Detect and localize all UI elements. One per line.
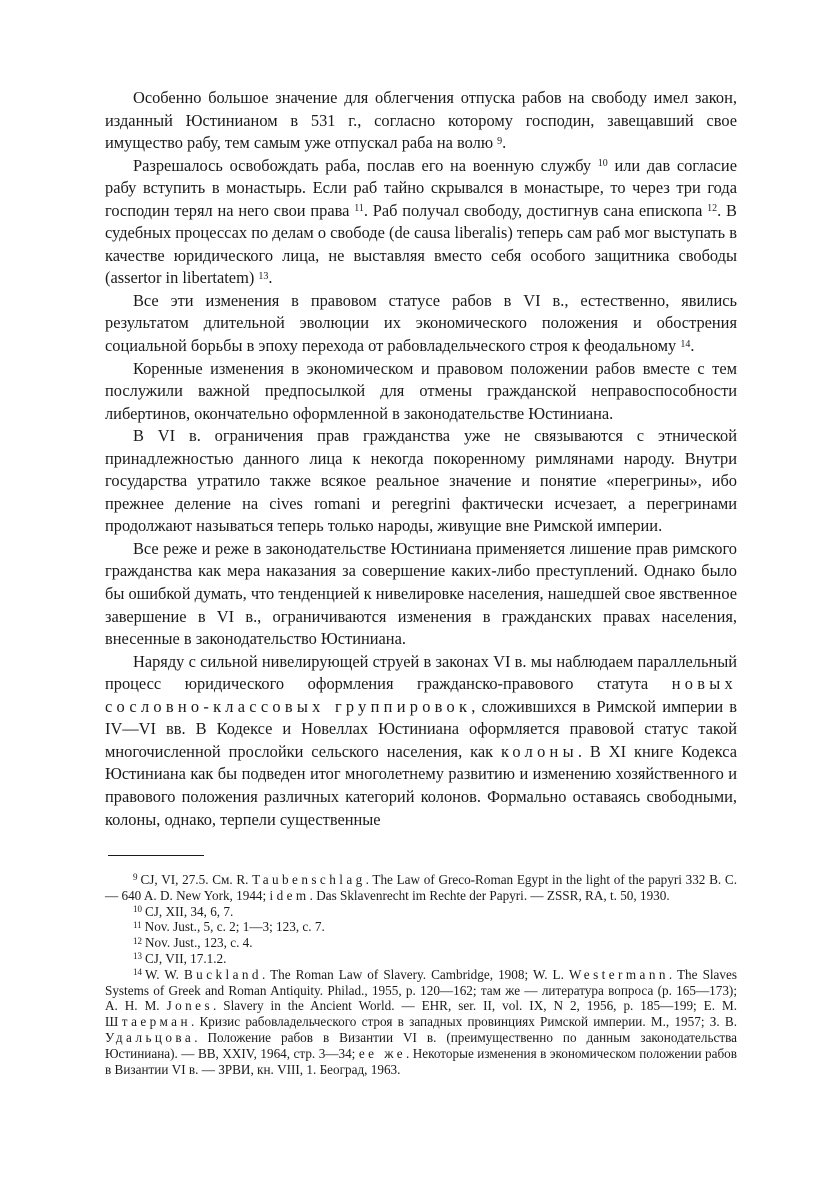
text-run: . — [502, 133, 507, 153]
main-text — [105, 87, 737, 831]
text-run: . Раб получал свободу, достигнув сана епископа — [363, 200, 703, 220]
footnote-ref[interactable]: 9 — [497, 135, 503, 147]
spaced-emphasis: новых сословно-классовых группировок — [105, 674, 737, 716]
author-name: Westermann — [568, 966, 669, 982]
footnote-ref[interactable]: 11 — [354, 203, 364, 215]
footnote-ref[interactable]: 12 — [707, 203, 718, 215]
paragraph-1 — [105, 87, 737, 155]
text-run: . Некоторые изменения в экономическом положении рабов в Византии VI в. — ЗРВИ, кн. VIII, 1. Београд, 1963. — [105, 1045, 737, 1077]
footnote-ref[interactable]: 13 — [258, 270, 269, 282]
text-run: CJ, VII, 17.1.2. — [145, 950, 227, 966]
paragraph-7 — [105, 651, 737, 831]
text-run: Nov. Just., 5, c. 2; 1—3; 123, c. 7. — [144, 919, 325, 935]
footnote-number: 13 — [133, 951, 142, 962]
footnote-11 — [105, 919, 737, 935]
text-run: . Положение рабов в Византии VI в. (преимущественно по данным законодательства Юстиниана). — ВВ, XXIV, 1964, стр. 3—34; — [105, 1029, 737, 1061]
text-run: . Slavery in the Ancient World. — EHR, ser. II, vol. IX, N 2, 1956, p. 185—199; Е. М. — [213, 998, 738, 1014]
text-run: . The Law of Greco-Roman Egypt in the light of the papyri 332 B. C. — 640 A. D. New York, 1944; — [105, 872, 738, 903]
text-run: CJ, XII, 34, 6, 7. — [145, 903, 234, 919]
paragraph-3 — [105, 290, 737, 358]
text-run: . — [690, 336, 695, 356]
paragraph-2 — [105, 155, 737, 290]
footnote-ref[interactable]: 10 — [597, 158, 608, 170]
spaced-emphasis: колоны — [501, 741, 578, 761]
text-run: или дав согласие рабу вступить в монастырь. Если раб тайно скрывался в монастыре, то через три года господин терял на него свои права — [105, 155, 737, 220]
author-name: Штаерман — [105, 1014, 191, 1030]
text-run: CJ, VI, 27.5. См. R. — [140, 872, 253, 887]
paragraph-5: В VI в. ограничения прав гражданства уже не связываются с этнической принадлежностью данного лица к некогда покоренному римлянами народу. Внутри государства утратило также всякое реальное значение и понятие «перегрины», ибо прежнее деление на cives romani и peregrini фактически исчезает, а перегринами продолжают называться теперь только народы, живущие вне Римской империи. — [105, 426, 737, 536]
footnote-number: 12 — [133, 935, 142, 946]
text-run: . В судебных процессах по делам о свободе (de causa liberalis) теперь сам раб мог выступать в качестве юридического лица, не выставляя вместо себя особого защитника свободы (assertor in libertatem) — [105, 200, 737, 288]
footnote-10 — [105, 904, 737, 920]
text-run: . The Roman Law of Slavery. Cambridge, 1908; W. L. — [261, 966, 569, 982]
footnote-ref[interactable]: 14 — [680, 338, 691, 350]
text-run: Nov. Just., 123, c. 4. — [145, 935, 253, 951]
text-run: . В XI книге Кодекса Юстиниана как бы подведен итог многолетнему развитию и изменению хозяйственного и правового положения различных категорий колонов. Формально оставаясь свободными, колоны, однако, терпели существенные — [105, 741, 738, 829]
text-run: . — [268, 268, 273, 288]
text-run: , сложившихся в Римской империи в IV—VI вв. В Кодексе и Новеллах Юстиниана оформляется правовой статус такой многочисленной прослойки сельского населения, как — [105, 696, 737, 761]
footnote-number: 14 — [133, 967, 142, 978]
author-name: idem — [269, 887, 310, 903]
author-name: Jones — [166, 998, 214, 1014]
footnote-14 — [105, 967, 737, 1078]
footnote-9 — [105, 872, 737, 904]
text-run: Наряду с сильной нивелирующей струей в законах VI в. мы наблюдаем параллельный процесс юридического оформления гражданско-правового статута — [105, 651, 737, 694]
paragraph-4: Коренные изменения в экономическом и правовом положении рабов вместе с тем послужили важной предпосылкой для отмены гражданской неправоспособности либертинов, окончательно оформленной в законодательстве Юстиниана. — [105, 358, 737, 423]
paragraph-6: Все реже и реже в законодательстве Юстиниана применяется лишение прав римского гражданства как мера наказания за совершение каких-либо преступлений. Однако было бы ошибкой думать, что тенденцией к нивелировке населения, нашедшей свое явственное завершение в VI в., ограничиваются изменения в гражданских правах населения, внесенные в законодательство Юстиниана. — [105, 538, 737, 649]
footnote-12 — [105, 935, 737, 951]
author-name: ее же — [358, 1045, 406, 1061]
text-run: Все эти изменения в правовом статусе рабов в VI в., естественно, явились результатом длительной эволюции их экономического положения и обострения социальной борьбы в эпоху перехода от рабовладельческого строя к феодальному — [105, 290, 737, 356]
footnote-number: 9 — [133, 872, 138, 883]
footnote-number: 11 — [133, 919, 142, 930]
text-run: . The Slaves Systems of Greek and Roman Antiquity. Philad., 1955, p. 120—162; там же — литература вопроса (p. 165—173); A. H. M. — [105, 966, 737, 1014]
footnote-number: 10 — [133, 904, 142, 914]
author-name: Удальцова — [105, 1029, 195, 1045]
text-run: W. W. — [145, 966, 184, 982]
text-run: Разрешалось освобождать раба, послав его на военную службу — [133, 155, 592, 175]
author-name: Buckland — [183, 966, 262, 982]
text-run: . Кризис рабовладельческого строя в западных провинциях Римской империи. М., 1957; З. В. — [190, 1014, 737, 1030]
author-name: Taubenschlag — [252, 872, 366, 887]
footnotes — [105, 872, 737, 1077]
footnote-13 — [105, 951, 737, 967]
text-run: . Das Sklavenrecht im Rechte der Papyri. — ZSSR, RA, t. 50, 1930. — [309, 887, 670, 903]
text-run: Особенно большое значение для облегчения отпуска рабов на свободу имел закон, изданный Юстинианом в 531 г., согласно которому господин, завещавший свое имущество рабу, тем самым уже отпускал раба на волю — [105, 88, 737, 153]
footnote-separator — [108, 855, 204, 856]
